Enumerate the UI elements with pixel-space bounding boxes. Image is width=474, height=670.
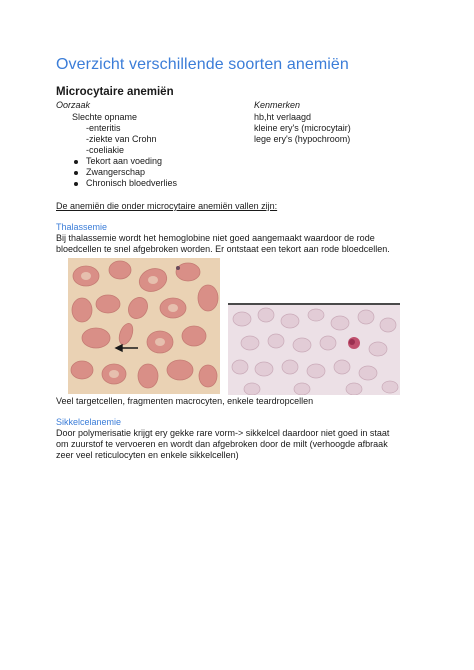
blood-smear-image-thalassemia — [68, 258, 220, 394]
image-caption: Veel targetcellen, fragmenten macrocyten, enkele teardropcellen — [56, 396, 314, 406]
bullet-item: Zwangerschap — [86, 167, 146, 177]
col-header-oorzaak: Oorzaak — [56, 100, 91, 110]
paragraph-line: zeer veel reticulocyten en enkele sikkelcellen) — [56, 450, 239, 460]
bullet-item: Chronisch bloedverlies — [86, 178, 178, 188]
cause-item: Slechte opname — [72, 112, 138, 122]
feature-item: kleine ery's (microcytair) — [254, 123, 351, 133]
col-header-kenmerken: Kenmerken — [254, 100, 301, 110]
section-heading: Microcytaire anemiën — [56, 86, 174, 98]
feature-item: hb,ht verlaagd — [254, 112, 312, 122]
subheading-thalassemie: Thalassemie — [56, 222, 108, 232]
paragraph-line: Bij thalassemie wordt het hemoglobine niet goed aangemaakt waardoor de rode — [56, 233, 375, 243]
subheading-sikkelcelanemie: Sikkelcelanemie — [56, 417, 122, 427]
cause-item: -enteritis — [86, 123, 121, 133]
feature-item: lege ery's (hypochroom) — [254, 134, 351, 144]
cause-item: -coeliakie — [86, 145, 125, 155]
bullet-item: Tekort aan voeding — [86, 156, 163, 166]
underlined-intro: De anemiën die onder microcytaire anemiën vallen zijn: — [56, 201, 278, 211]
paragraph-line: bloedcellen te snel afgebroken worden. Er ontstaat een tekort aan rode bloedcellen. — [56, 244, 390, 254]
page-title: Overzicht verschillende soorten anemiën — [56, 56, 349, 73]
blood-smear-image-hypochromic — [228, 303, 400, 395]
paragraph-line: om zuurstof te vervoeren en wordt dan afgebroken door de milt (verhoogde afbraak — [56, 439, 388, 449]
image-top-border — [228, 303, 400, 305]
cause-item: -ziekte van Crohn — [86, 134, 157, 144]
paragraph-line: Door polymerisatie krijgt ery gekke rare vorm-> sikkelcel daardoor niet goed in staat — [56, 428, 390, 438]
